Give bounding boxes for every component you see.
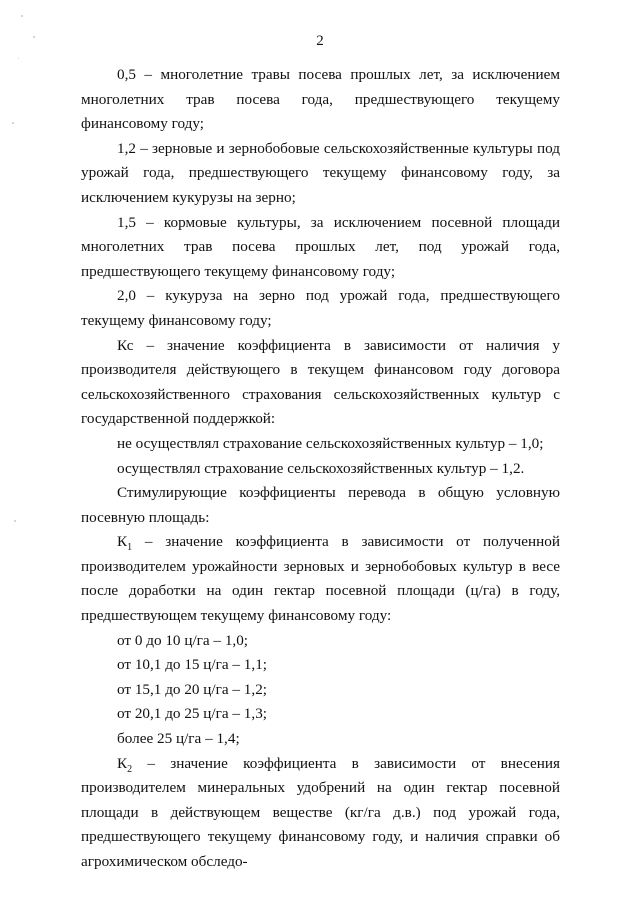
coefficient-paragraph (81, 530, 560, 628)
coefficient-subscript: 2 (127, 763, 133, 775)
page-number: 2 (316, 33, 324, 49)
paragraph: 1,2 – зерновые и зернобобовые сельскохозяйственные культуры под урожай года, предшествующего текущему финансовому году, за исключением кукурузы на зерно; (81, 139, 560, 206)
coefficient-symbol: К (117, 533, 128, 551)
scan-speck (14, 520, 16, 522)
coefficient-subscript: 1 (127, 542, 133, 554)
list-item: от 0 до 10 ц/га – 1,0; (117, 631, 249, 649)
list-item: не осуществлял страхование сельскохозяйственных культур – 1,0; (117, 434, 544, 452)
scan-speck (12, 122, 14, 124)
coefficient-paragraph (81, 752, 560, 875)
paragraph: Стимулирующие коэффициенты перевода в общую условную посевную площадь: (81, 484, 560, 526)
scan-speck (18, 58, 19, 59)
paragraph-text: – значение коэффициента в зависимости от полученной производителем урожайности зерновых и зернобобовых культур в весе после доработки на один гектар посевной площади (ц/га) в году, предшествующем текущему финансовому году: (81, 533, 560, 625)
paragraph-text: – значение коэффициента в зависимости от внесения производителем минеральных удобрений на один гектар посевной площади в действующем веществе (кг/га д.в.) под урожай года, предшествующего текущему финансовому году, и наличия справки об агрохимическом обследо- (81, 754, 560, 870)
list-item: более 25 ц/га – 1,4; (117, 730, 240, 748)
list-item: от 10,1 до 15 ц/га – 1,1; (117, 656, 268, 674)
list-item: от 20,1 до 25 ц/га – 1,3; (117, 705, 268, 723)
paragraph: 0,5 – многолетние травы посева прошлых лет, за исключением многолетних трав посева года, предшествующего текущему финансовому году; (81, 66, 560, 133)
paragraph: 1,5 – кормовые культуры, за исключением посевной площади многолетних трав посева прошлых лет, под урожай года, предшествующего текущему финансовому году; (81, 213, 560, 280)
list-item: осуществлял страхование сельскохозяйственных культур – 1,2. (117, 459, 525, 477)
paragraph: Кс – значение коэффициента в зависимости от наличия у производителя действующего в текущем финансовом году договора сельскохозяйственного страхования сельскохозяйственных культур с государственной поддержкой: (81, 336, 560, 428)
document-body (81, 63, 560, 875)
paragraph: 2,0 – кукуруза на зерно под урожай года, предшествующего текущему финансовому году; (81, 287, 560, 329)
list-item: от 15,1 до 20 ц/га – 1,2; (117, 680, 268, 698)
coefficient-symbol: К (117, 754, 128, 772)
scan-speck (21, 15, 23, 17)
